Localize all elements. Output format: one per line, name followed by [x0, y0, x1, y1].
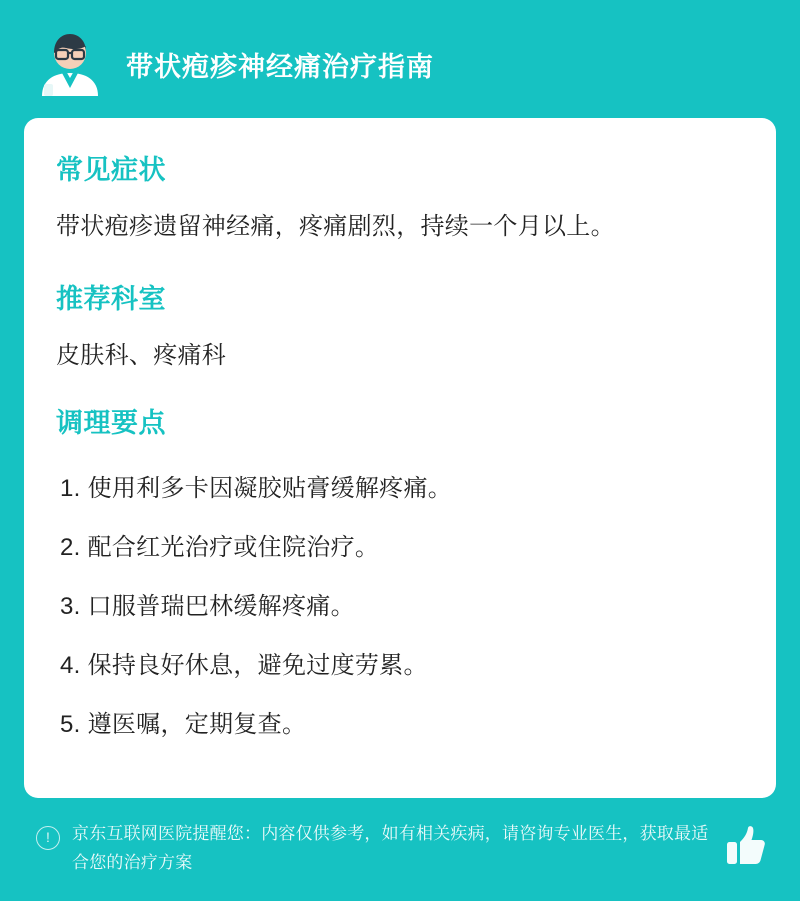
content-card [24, 118, 776, 798]
section-heading-symptoms: 常见症状 [56, 155, 166, 185]
section-text-departments: 皮肤科、疼痛科 [56, 341, 227, 369]
list-item: 1. 使用利多卡因凝胶贴膏缓解疼痛。 [60, 475, 453, 503]
header [24, 26, 776, 102]
section-heading-care: 调理要点 [56, 408, 166, 439]
section-text-symptoms: 带状疱疹遗留神经痛，疼痛剧烈，持续一个月以上。 [56, 213, 615, 240]
care-step-list [56, 460, 744, 755]
page-title: 带状疱疹神经痛治疗指南 [126, 51, 434, 82]
list-item: 4. 保持良好休息，避免过度劳累。 [60, 652, 428, 680]
list-item: 3. 口服普瑞巴林缓解疼痛。 [60, 593, 355, 621]
doctor-avatar-icon [32, 26, 108, 102]
disclaimer-text: 京东互联网医院提醒您：内容仅供参考，如有相关疾病，请咨询专业医生，获取最适合您的治疗方案 [72, 824, 709, 872]
section-heading-departments: 推荐科室 [56, 283, 166, 314]
list-item: 5. 遵医嘱，定期复查。 [60, 711, 307, 739]
info-circle-icon: ! [36, 826, 60, 850]
thumbs-up-icon[interactable] [726, 824, 766, 868]
footer [24, 798, 776, 878]
list-item: 2. 配合红光治疗或住院治疗。 [60, 534, 380, 562]
